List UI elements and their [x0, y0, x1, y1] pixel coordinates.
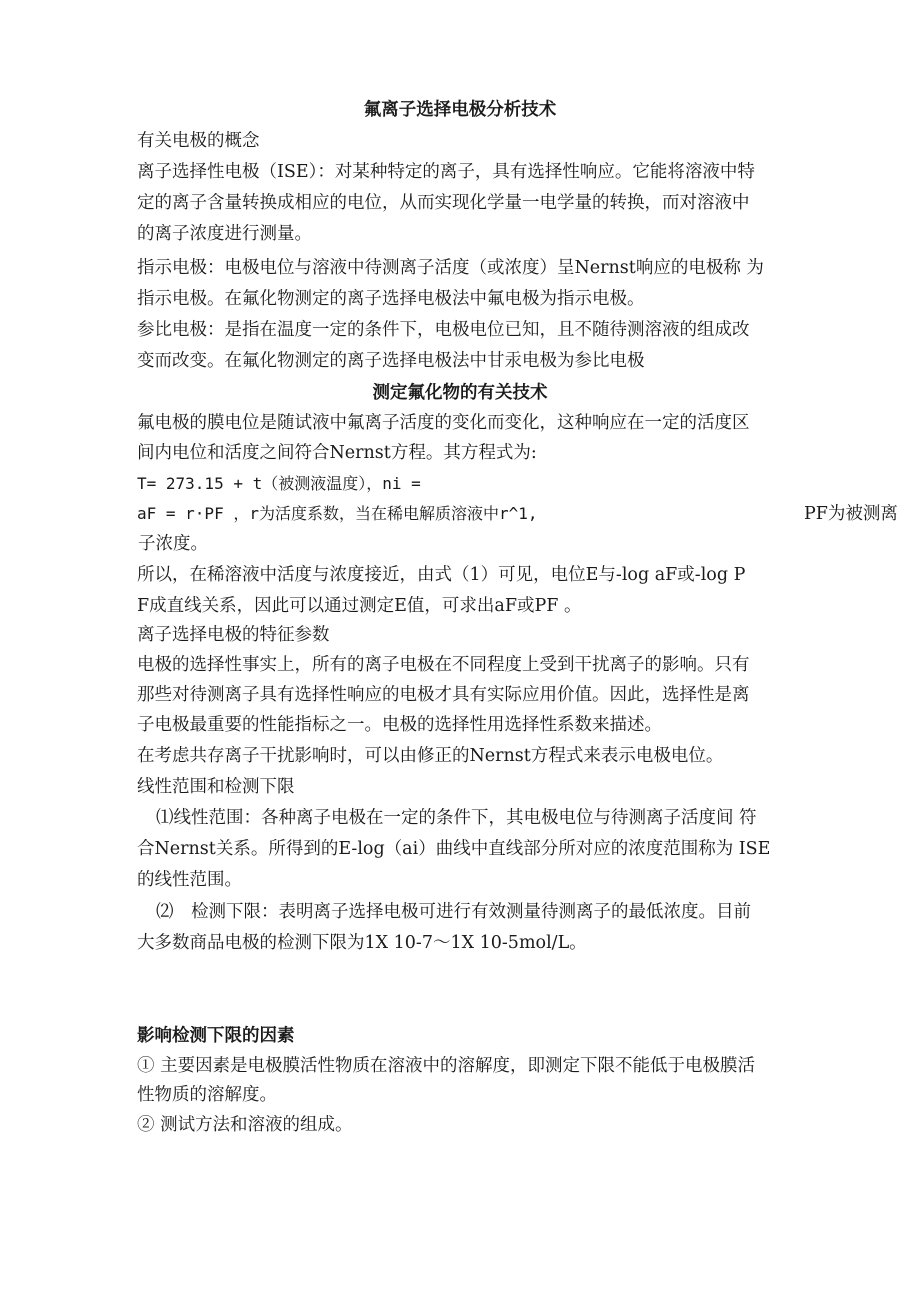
factor-1-line-1: ① 主要因素是电极膜活性物质在溶液中的溶解度，即测定下限不能低于电极膜活 — [137, 1056, 756, 1076]
selectivity-line-2: 那些对待测离子具有选择性响应的电极才具有实际应用价值。因此，选择性是离 — [137, 685, 750, 705]
section-heading-linear-range: 线性范围和检测下限 — [137, 777, 295, 797]
membrane-potential-line-2: 间内电位和活度之间符合Nernst方程。其方程式为: — [137, 443, 537, 463]
reference-electrode-line-2: 变而改变。在氟化物测定的离子选择电极法中甘汞电极为参比电极 — [137, 351, 645, 371]
formula-temperature: T= 273.15 + t（被测液温度），ni = — [137, 474, 421, 493]
section-heading-parameters: 离子选择电极的特征参数 — [137, 625, 330, 645]
formula-activity-left: aF = r·PF ，r为活度系数，当在稀电解质溶液中r^1, — [137, 504, 538, 523]
reference-electrode-line-1: 参比电极：是指在温度一定的条件下，电极电位已知，且不随待测溶液的组成改 — [137, 320, 750, 340]
membrane-potential-line-1: 氟电极的膜电位是随试液中氟离子活度的变化而变化，这种响应在一定的活度区 — [137, 413, 750, 433]
indicator-electrode-line-1: 指示电极：电极电位与溶液中待测离子活度（或浓度）呈Nernst响应的电极称 为 — [137, 258, 764, 278]
formula-activity-continuation: 子浓度。 — [138, 534, 208, 554]
formula-activity-line — [137, 502, 898, 526]
ise-definition-line-3: 的离子浓度进行测量。 — [137, 224, 312, 244]
factor-2: ② 测试方法和溶液的组成。 — [137, 1115, 353, 1135]
selectivity-line-3: 子电极最重要的性能指标之一。电极的选择性用选择性系数来描述。 — [137, 715, 662, 735]
ise-definition-line-2: 定的离子含量转换成相应的电位，从而实现化学量一电学量的转换，而对溶液中 — [137, 193, 750, 213]
linear-range-line-3: 的线性范围。 — [137, 870, 242, 890]
ise-definition-line-1: 离子选择性电极（ISE）：对某种特定的离子，具有选择性响应。它能将溶液中特 — [137, 162, 755, 182]
so-line-1: 所以，在稀溶液中活度与浓度接近，由式（1）可见，电位E与-log aF或-log P — [137, 565, 746, 585]
coexist-ion-line: 在考虑共存离子干扰影响时，可以由修正的Nernst方程式来表示电极电位。 — [137, 746, 724, 766]
section-heading-factors: 影响检测下限的因素 — [137, 1026, 295, 1046]
indicator-electrode-line-2: 指示电极。在氟化物测定的离子选择电极法中氟电极为指示电极。 — [137, 289, 645, 309]
detection-limit-line-2: 大多数商品电极的检测下限为1X 10-7〜1X 10-5mol/L。 — [137, 933, 587, 953]
section-heading-concepts: 有关电极的概念 — [137, 131, 260, 151]
detection-limit-line-1: ⑵ 检测下限：表明离子选择电极可进行有效测量待测离子的最低浓度。目前 — [156, 902, 751, 922]
formula-activity-right: PF为被测离 — [804, 504, 898, 524]
page-title: 氟离子选择电极分析技术 — [363, 100, 557, 120]
so-line-2: F成直线关系，因此可以通过测定E值，可求出aF或PF 。 — [137, 596, 582, 616]
subtitle: 测定氟化物的有关技术 — [372, 383, 548, 403]
linear-range-line-2: 合Nernst关系。所得到的E-log（ai）曲线中直线部分所对应的浓度范围称为 ISE — [137, 839, 771, 859]
linear-range-line-1: ⑴线性范围：各种离子电极在一定的条件下，其电极电位与待测离子活度间 符 — [156, 808, 757, 828]
factor-1-line-2: 性物质的溶解度。 — [137, 1085, 277, 1105]
selectivity-line-1: 电极的选择性事实上，所有的离子电极在不同程度上受到干扰离子的影响。只有 — [137, 655, 750, 675]
